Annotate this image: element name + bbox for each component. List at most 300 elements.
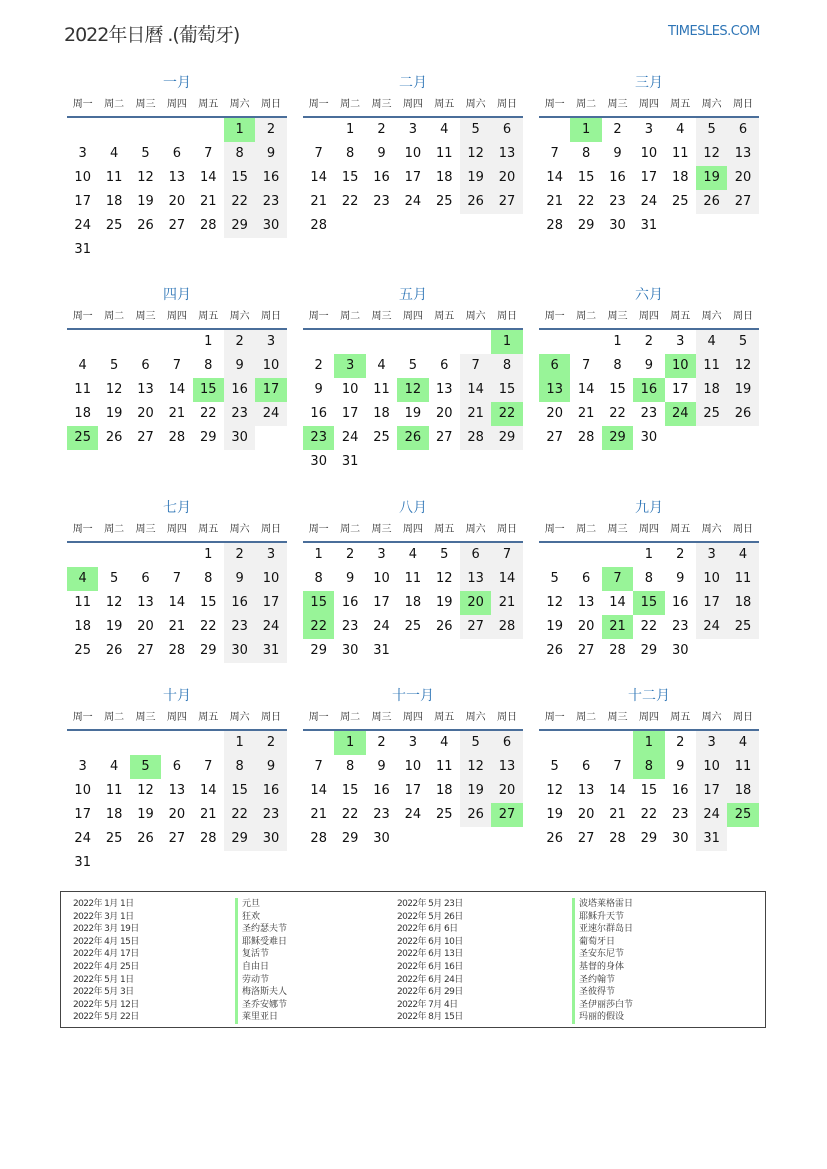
day-cell[interactable]: 21 [199,194,217,209]
day-cell[interactable]: 4 [377,358,386,373]
day-cell[interactable]: 4 [440,735,449,750]
day-cell[interactable]: 12 [546,595,563,610]
day-cell[interactable]: 25 [67,426,98,450]
day-cell[interactable]: 19 [460,779,491,803]
day-cell[interactable]: 4 [78,358,87,373]
day-cell[interactable]: 6 [727,118,758,142]
day-cell[interactable]: 7 [581,358,591,373]
day-cell[interactable]: 28 [460,426,491,450]
day-cell[interactable]: 5 [109,571,119,586]
day-cell[interactable]: 5 [408,358,417,373]
day-cell[interactable]: 1 [224,118,255,142]
day-cell[interactable]: 21 [577,406,595,421]
day-cell[interactable]: 22 [341,194,359,209]
day-cell[interactable]: 8 [613,358,622,373]
day-cell[interactable]: 10 [255,354,286,378]
day-cell[interactable]: 28 [199,831,217,846]
day-cell[interactable]: 30 [341,643,359,658]
day-cell[interactable]: 12 [460,755,491,779]
day-cell[interactable]: 15 [640,783,658,798]
day-cell[interactable]: 11 [373,382,390,397]
day-cell[interactable]: 28 [491,615,522,639]
day-cell[interactable]: 23 [341,619,359,634]
day-cell[interactable]: 2 [377,735,386,750]
day-cell[interactable]: 29 [310,643,327,658]
day-cell[interactable]: 22 [199,619,217,634]
day-cell[interactable]: 15 [224,779,255,803]
day-cell[interactable]: 28 [609,831,626,846]
day-cell[interactable]: 24 [255,402,286,426]
day-cell[interactable]: 26 [397,426,428,450]
day-cell[interactable]: 23 [640,406,658,421]
day-cell[interactable]: 14 [310,783,327,798]
day-cell[interactable]: 8 [345,759,355,774]
day-cell[interactable]: 11 [671,146,689,161]
day-cell[interactable]: 6 [460,543,491,567]
day-cell[interactable]: 22 [491,402,522,426]
day-cell[interactable]: 17 [373,595,390,610]
day-cell[interactable]: 5 [440,547,449,562]
day-cell[interactable]: 30 [609,218,626,233]
day-cell[interactable]: 21 [310,807,327,822]
day-cell[interactable]: 16 [373,170,390,185]
day-cell[interactable]: 20 [137,619,154,634]
day-cell[interactable]: 17 [404,783,422,798]
day-cell[interactable]: 28 [199,218,217,233]
day-cell[interactable]: 25 [727,615,758,639]
day-cell[interactable]: 25 [671,194,689,209]
day-cell[interactable]: 4 [676,122,685,137]
day-cell[interactable]: 19 [727,378,758,402]
day-cell[interactable]: 31 [696,827,727,851]
day-cell[interactable]: 18 [74,406,91,421]
day-cell[interactable]: 30 [255,827,286,851]
day-cell[interactable]: 8 [345,146,355,161]
day-cell[interactable]: 21 [310,194,327,209]
day-cell[interactable]: 19 [460,166,491,190]
day-cell[interactable]: 22 [341,807,359,822]
day-cell[interactable]: 2 [255,118,286,142]
day-cell[interactable]: 28 [168,430,186,445]
day-cell[interactable]: 15 [609,382,626,397]
day-cell[interactable]: 31 [74,242,91,257]
day-cell[interactable]: 30 [224,426,255,450]
day-cell[interactable]: 26 [105,430,123,445]
day-cell[interactable]: 30 [224,639,255,663]
day-cell[interactable]: 12 [397,378,428,402]
day-cell[interactable]: 22 [640,807,658,822]
day-cell[interactable]: 16 [224,591,255,615]
day-cell[interactable]: 10 [665,354,696,378]
day-cell[interactable]: 16 [255,166,286,190]
day-cell[interactable]: 23 [671,807,689,822]
day-cell[interactable]: 1 [570,118,601,142]
day-cell[interactable]: 27 [168,218,186,233]
day-cell[interactable]: 10 [74,783,91,798]
day-cell[interactable]: 4 [67,567,98,591]
day-cell[interactable]: 25 [105,218,123,233]
day-cell[interactable]: 20 [491,166,522,190]
day-cell[interactable]: 26 [137,218,154,233]
day-cell[interactable]: 22 [609,406,626,421]
day-cell[interactable]: 19 [404,406,422,421]
day-cell[interactable]: 29 [602,426,633,450]
day-cell[interactable]: 10 [696,755,727,779]
day-cell[interactable]: 5 [130,755,161,779]
day-cell[interactable]: 29 [491,426,522,450]
day-cell[interactable]: 24 [74,831,91,846]
day-cell[interactable]: 10 [696,567,727,591]
day-cell[interactable]: 2 [224,543,255,567]
day-cell[interactable]: 29 [199,643,217,658]
day-cell[interactable]: 26 [727,402,758,426]
day-cell[interactable]: 8 [644,571,653,586]
day-cell[interactable]: 4 [696,330,727,354]
day-cell[interactable]: 25 [74,643,91,658]
day-cell[interactable]: 24 [341,430,359,445]
day-cell[interactable]: 30 [310,454,327,469]
day-cell[interactable]: 15 [224,166,255,190]
day-cell[interactable]: 20 [727,166,758,190]
day-cell[interactable]: 24 [404,194,422,209]
day-cell[interactable]: 27 [727,190,758,214]
day-cell[interactable]: 12 [137,783,154,798]
day-cell[interactable]: 21 [602,615,633,639]
day-cell[interactable]: 27 [137,643,154,658]
day-cell[interactable]: 1 [204,334,213,349]
day-cell[interactable]: 20 [460,591,491,615]
day-cell[interactable]: 10 [74,170,91,185]
day-cell[interactable]: 17 [341,406,359,421]
day-cell[interactable]: 31 [255,639,286,663]
day-cell[interactable]: 21 [168,619,186,634]
day-cell[interactable]: 23 [224,615,255,639]
day-cell[interactable]: 2 [224,330,255,354]
day-cell[interactable]: 14 [168,595,186,610]
day-cell[interactable]: 27 [168,831,186,846]
day-cell[interactable]: 6 [172,146,181,161]
day-cell[interactable]: 1 [644,547,653,562]
day-cell[interactable]: 20 [137,406,154,421]
day-cell[interactable]: 5 [550,759,559,774]
day-cell[interactable]: 24 [255,615,286,639]
day-cell[interactable]: 5 [109,358,119,373]
day-cell[interactable]: 24 [373,619,390,634]
day-cell[interactable]: 29 [199,430,217,445]
day-cell[interactable]: 3 [696,543,727,567]
day-cell[interactable]: 24 [696,615,727,639]
day-cell[interactable]: 6 [581,571,591,586]
day-cell[interactable]: 21 [491,591,522,615]
day-cell[interactable]: 13 [168,170,186,185]
day-cell[interactable]: 11 [696,354,727,378]
day-cell[interactable]: 11 [105,783,123,798]
day-cell[interactable]: 23 [373,194,390,209]
day-cell[interactable]: 16 [224,378,255,402]
day-cell[interactable]: 27 [577,643,595,658]
day-cell[interactable]: 7 [204,759,213,774]
day-cell[interactable]: 1 [633,731,664,755]
day-cell[interactable]: 6 [491,118,522,142]
day-cell[interactable]: 3 [255,543,286,567]
day-cell[interactable]: 30 [640,430,658,445]
day-cell[interactable]: 12 [105,595,123,610]
day-cell[interactable]: 7 [613,759,622,774]
day-cell[interactable]: 21 [460,402,491,426]
day-cell[interactable]: 19 [435,595,453,610]
day-cell[interactable]: 4 [727,731,758,755]
day-cell[interactable]: 3 [408,122,417,137]
day-cell[interactable]: 3 [696,731,727,755]
day-cell[interactable]: 1 [224,731,255,755]
day-cell[interactable]: 19 [137,194,154,209]
day-cell[interactable]: 9 [377,759,386,774]
day-cell[interactable]: 10 [640,146,658,161]
day-cell[interactable]: 9 [345,571,355,586]
day-cell[interactable]: 28 [609,643,626,658]
day-cell[interactable]: 28 [546,218,563,233]
day-cell[interactable]: 5 [696,118,727,142]
day-cell[interactable]: 13 [137,595,154,610]
day-cell[interactable]: 5 [460,118,491,142]
day-cell[interactable]: 26 [460,803,491,827]
day-cell[interactable]: 13 [491,755,522,779]
day-cell[interactable]: 2 [345,547,355,562]
day-cell[interactable]: 1 [204,547,213,562]
day-cell[interactable]: 25 [727,803,758,827]
day-cell[interactable]: 12 [696,142,727,166]
day-cell[interactable]: 27 [546,430,563,445]
day-cell[interactable]: 2 [676,735,685,750]
day-cell[interactable]: 25 [435,194,453,209]
day-cell[interactable]: 4 [408,547,417,562]
day-cell[interactable]: 24 [74,218,91,233]
day-cell[interactable]: 22 [224,190,255,214]
day-cell[interactable]: 18 [727,591,758,615]
day-cell[interactable]: 16 [609,170,626,185]
day-cell[interactable]: 11 [435,759,453,774]
day-cell[interactable]: 28 [168,643,186,658]
day-cell[interactable]: 10 [341,382,359,397]
day-cell[interactable]: 20 [491,779,522,803]
day-cell[interactable]: 14 [199,170,217,185]
day-cell[interactable]: 25 [105,831,123,846]
day-cell[interactable]: 11 [727,567,758,591]
day-cell[interactable]: 1 [491,330,522,354]
day-cell[interactable]: 19 [105,406,123,421]
day-cell[interactable]: 25 [435,807,453,822]
day-cell[interactable]: 13 [137,382,154,397]
day-cell[interactable]: 12 [727,354,758,378]
day-cell[interactable]: 5 [141,146,150,161]
day-cell[interactable]: 18 [74,619,91,634]
day-cell[interactable]: 3 [334,354,365,378]
day-cell[interactable]: 9 [613,146,622,161]
day-cell[interactable]: 26 [546,643,563,658]
day-cell[interactable]: 16 [671,783,689,798]
day-cell[interactable]: 14 [546,170,563,185]
day-cell[interactable]: 26 [105,643,123,658]
day-cell[interactable]: 15 [199,595,217,610]
day-cell[interactable]: 12 [435,571,453,586]
day-cell[interactable]: 6 [172,759,181,774]
day-cell[interactable]: 15 [491,378,522,402]
day-cell[interactable]: 7 [460,354,491,378]
day-cell[interactable]: 17 [640,170,658,185]
day-cell[interactable]: 7 [602,567,633,591]
day-cell[interactable]: 17 [696,591,727,615]
day-cell[interactable]: 15 [193,378,224,402]
day-cell[interactable]: 31 [373,643,390,658]
day-cell[interactable]: 19 [696,166,727,190]
day-cell[interactable]: 15 [577,170,595,185]
day-cell[interactable]: 14 [609,783,626,798]
day-cell[interactable]: 27 [491,803,522,827]
day-cell[interactable]: 3 [676,334,685,349]
day-cell[interactable]: 13 [539,378,570,402]
day-cell[interactable]: 10 [404,759,422,774]
day-cell[interactable]: 27 [491,190,522,214]
day-cell[interactable]: 12 [137,170,154,185]
day-cell[interactable]: 15 [341,170,359,185]
day-cell[interactable]: 18 [105,807,123,822]
day-cell[interactable]: 22 [303,615,334,639]
day-cell[interactable]: 16 [310,406,327,421]
day-cell[interactable]: 9 [224,354,255,378]
day-cell[interactable]: 6 [440,358,449,373]
day-cell[interactable]: 26 [460,190,491,214]
day-cell[interactable]: 3 [78,146,87,161]
day-cell[interactable]: 7 [314,146,323,161]
day-cell[interactable]: 5 [460,731,491,755]
day-cell[interactable]: 24 [404,807,422,822]
day-cell[interactable]: 6 [539,354,570,378]
day-cell[interactable]: 22 [577,194,595,209]
day-cell[interactable]: 3 [377,547,386,562]
day-cell[interactable]: 8 [224,142,255,166]
day-cell[interactable]: 17 [404,170,422,185]
day-cell[interactable]: 13 [577,783,595,798]
day-cell[interactable]: 17 [671,382,689,397]
day-cell[interactable]: 12 [546,783,563,798]
day-cell[interactable]: 9 [255,755,286,779]
day-cell[interactable]: 27 [137,430,154,445]
day-cell[interactable]: 18 [105,194,123,209]
day-cell[interactable]: 13 [168,783,186,798]
day-cell[interactable]: 17 [74,807,91,822]
day-cell[interactable]: 15 [341,783,359,798]
day-cell[interactable]: 8 [224,755,255,779]
day-cell[interactable]: 11 [435,146,453,161]
day-cell[interactable]: 7 [172,358,181,373]
day-cell[interactable]: 16 [255,779,286,803]
day-cell[interactable]: 8 [633,755,664,779]
day-cell[interactable]: 12 [460,142,491,166]
day-cell[interactable]: 18 [404,595,422,610]
day-cell[interactable]: 23 [671,619,689,634]
day-cell[interactable]: 14 [199,783,217,798]
day-cell[interactable]: 22 [224,803,255,827]
day-cell[interactable]: 16 [633,378,664,402]
day-cell[interactable]: 21 [199,807,217,822]
day-cell[interactable]: 29 [577,218,595,233]
day-cell[interactable]: 20 [577,619,595,634]
day-cell[interactable]: 17 [255,378,286,402]
day-cell[interactable]: 8 [581,146,591,161]
day-cell[interactable]: 26 [137,831,154,846]
day-cell[interactable]: 17 [74,194,91,209]
day-cell[interactable]: 28 [577,430,595,445]
day-cell[interactable]: 9 [314,382,323,397]
day-cell[interactable]: 20 [577,807,595,822]
day-cell[interactable]: 15 [633,591,664,615]
day-cell[interactable]: 11 [74,595,91,610]
day-cell[interactable]: 19 [105,619,123,634]
day-cell[interactable]: 9 [676,571,685,586]
day-cell[interactable]: 7 [491,543,522,567]
day-cell[interactable]: 20 [435,406,453,421]
day-cell[interactable]: 23 [224,402,255,426]
day-cell[interactable]: 2 [613,122,622,137]
day-cell[interactable]: 31 [640,218,658,233]
day-cell[interactable]: 16 [341,595,359,610]
site-link[interactable]: TIMESLES.COM [668,24,760,39]
day-cell[interactable]: 2 [644,334,653,349]
day-cell[interactable]: 18 [671,170,689,185]
day-cell[interactable]: 23 [609,194,626,209]
day-cell[interactable]: 14 [168,382,186,397]
day-cell[interactable]: 13 [460,567,491,591]
day-cell[interactable]: 4 [727,543,758,567]
day-cell[interactable]: 1 [613,334,622,349]
day-cell[interactable]: 21 [546,194,563,209]
day-cell[interactable]: 14 [491,567,522,591]
day-cell[interactable]: 11 [74,382,91,397]
day-cell[interactable]: 7 [204,146,213,161]
day-cell[interactable]: 18 [696,378,727,402]
day-cell[interactable]: 6 [581,759,591,774]
day-cell[interactable]: 18 [373,406,390,421]
day-cell[interactable]: 24 [696,803,727,827]
day-cell[interactable]: 11 [105,170,123,185]
day-cell[interactable]: 19 [546,619,563,634]
day-cell[interactable]: 21 [168,406,186,421]
day-cell[interactable]: 2 [255,731,286,755]
day-cell[interactable]: 11 [727,755,758,779]
day-cell[interactable]: 20 [546,406,563,421]
day-cell[interactable]: 30 [255,214,286,238]
day-cell[interactable]: 25 [373,430,390,445]
day-cell[interactable]: 9 [644,358,653,373]
day-cell[interactable]: 3 [644,122,653,137]
day-cell[interactable]: 20 [168,807,186,822]
day-cell[interactable]: 27 [435,430,453,445]
day-cell[interactable]: 29 [640,831,658,846]
day-cell[interactable]: 19 [546,807,563,822]
day-cell[interactable]: 13 [435,382,453,397]
day-cell[interactable]: 24 [640,194,658,209]
day-cell[interactable]: 16 [671,595,689,610]
day-cell[interactable]: 1 [345,122,355,137]
day-cell[interactable]: 15 [303,591,334,615]
day-cell[interactable]: 1 [334,731,365,755]
day-cell[interactable]: 27 [460,615,491,639]
day-cell[interactable]: 14 [460,378,491,402]
day-cell[interactable]: 23 [255,190,286,214]
day-cell[interactable]: 5 [727,330,758,354]
day-cell[interactable]: 6 [141,358,150,373]
day-cell[interactable]: 2 [676,547,685,562]
